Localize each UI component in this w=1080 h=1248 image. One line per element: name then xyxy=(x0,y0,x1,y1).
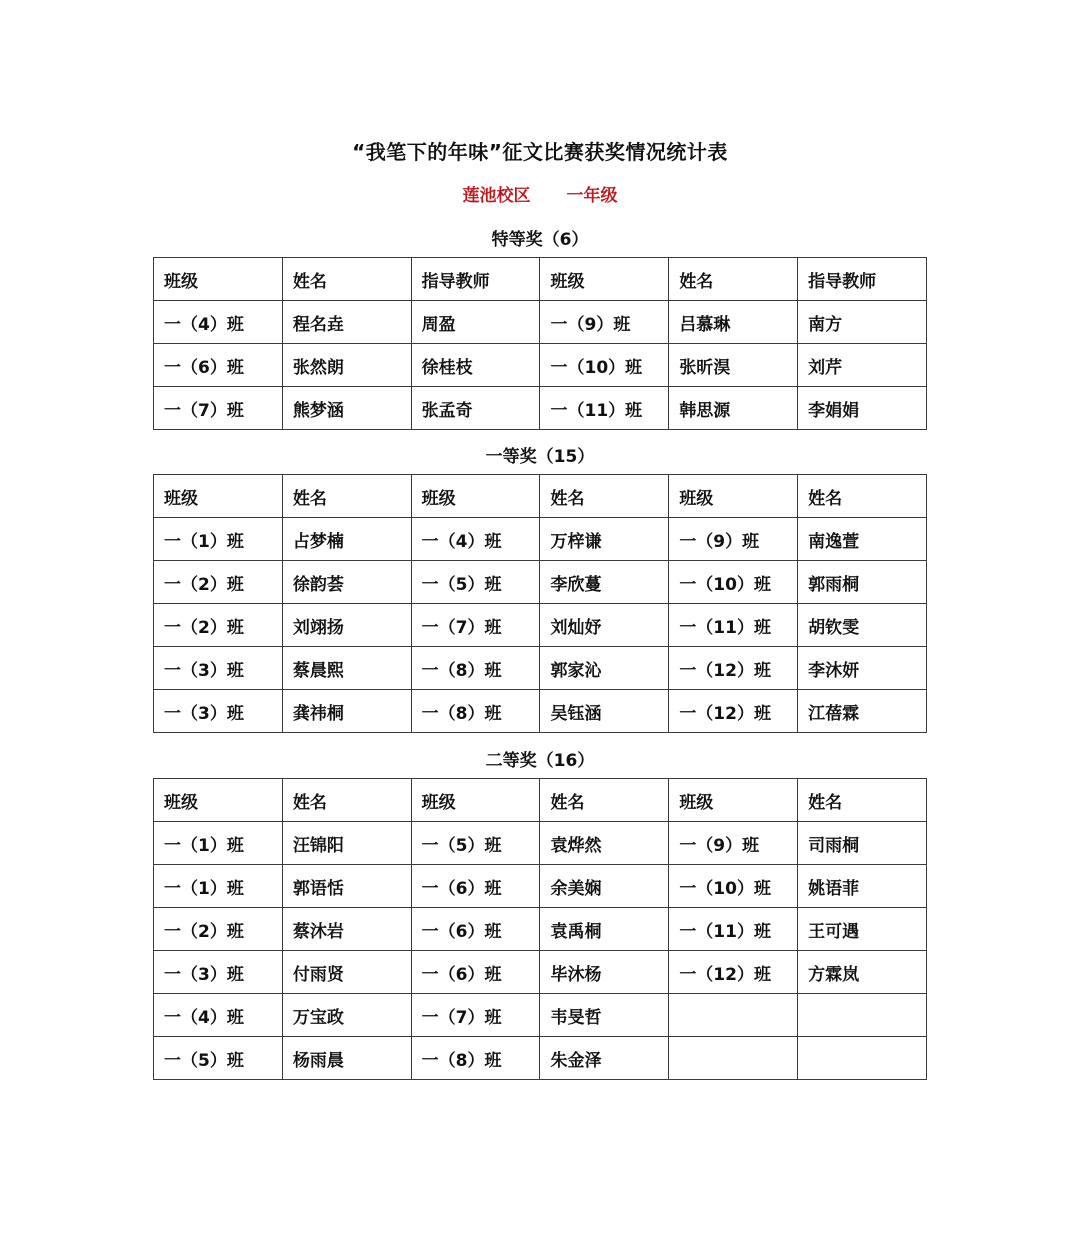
class-cell: 一（4）班 xyxy=(154,994,283,1037)
class-cell: 一（1）班 xyxy=(154,865,283,908)
class-cell: 一（12）班 xyxy=(669,951,798,994)
class-cell: 一（10）班 xyxy=(669,865,798,908)
table-cell: 王可遇 xyxy=(798,908,927,951)
table-cell: 郭语恬 xyxy=(282,865,411,908)
class-cell: 一（9）班 xyxy=(669,822,798,865)
document-title: “我笔下的年味”征文比赛获奖情况统计表 xyxy=(352,140,728,164)
class-cell: 一（2）班 xyxy=(154,604,283,647)
table-cell: 李娟娟 xyxy=(798,387,927,430)
class-cell: 一（1）班 xyxy=(154,518,283,561)
column-header: 班级 xyxy=(154,475,283,518)
table-cell: 蔡沐岩 xyxy=(282,908,411,951)
campus-grade-line xyxy=(0,181,1080,206)
table-cell: 张然朗 xyxy=(282,344,411,387)
column-header: 指导教师 xyxy=(798,258,927,301)
table-cell: 李欣蔓 xyxy=(540,561,669,604)
column-header: 姓名 xyxy=(540,779,669,822)
table-row xyxy=(154,518,927,561)
table-row xyxy=(154,951,927,994)
class-cell: 一（7）班 xyxy=(411,994,540,1037)
column-header: 姓名 xyxy=(282,779,411,822)
table-cell: 杨雨晨 xyxy=(282,1037,411,1080)
class-cell: 一（5）班 xyxy=(411,561,540,604)
table-cell: 汪锦阳 xyxy=(282,822,411,865)
class-cell: 一（2）班 xyxy=(154,908,283,951)
table-cell: 周盈 xyxy=(411,301,540,344)
column-header: 姓名 xyxy=(798,475,927,518)
table-row xyxy=(154,865,927,908)
column-header: 班级 xyxy=(540,258,669,301)
class-cell: 一（9）班 xyxy=(669,518,798,561)
table-row xyxy=(154,690,927,733)
table-cell xyxy=(798,1037,927,1080)
table-cell: 朱金泽 xyxy=(540,1037,669,1080)
column-header: 班级 xyxy=(411,475,540,518)
table-cell: 张昕淏 xyxy=(669,344,798,387)
class-cell xyxy=(669,1037,798,1080)
table-row xyxy=(154,387,927,430)
class-cell: 一（5）班 xyxy=(411,822,540,865)
grade-label: 一年级 xyxy=(566,186,618,206)
column-header: 姓名 xyxy=(282,475,411,518)
first-prize-heading: 一等奖（15） xyxy=(485,447,595,467)
table-row xyxy=(154,604,927,647)
table-cell: 胡钦雯 xyxy=(798,604,927,647)
table-cell: 徐韵荟 xyxy=(282,561,411,604)
table-cell: 张孟奇 xyxy=(411,387,540,430)
table-cell: 毕沐杨 xyxy=(540,951,669,994)
table-cell: 万梓谦 xyxy=(540,518,669,561)
table-cell: 程名垚 xyxy=(282,301,411,344)
table-row xyxy=(154,647,927,690)
column-header: 姓名 xyxy=(282,258,411,301)
table-cell: 韦旻哲 xyxy=(540,994,669,1037)
table-cell: 刘芹 xyxy=(798,344,927,387)
class-cell: 一（5）班 xyxy=(154,1037,283,1080)
table-row xyxy=(154,994,927,1037)
table-cell: 吴钰涵 xyxy=(540,690,669,733)
class-cell: 一（3）班 xyxy=(154,690,283,733)
class-cell: 一（8）班 xyxy=(411,647,540,690)
class-cell xyxy=(669,994,798,1037)
column-header: 姓名 xyxy=(540,475,669,518)
table-cell: 姚语菲 xyxy=(798,865,927,908)
table-cell: 江蓓霖 xyxy=(798,690,927,733)
class-cell: 一（6）班 xyxy=(154,344,283,387)
table-row xyxy=(154,344,927,387)
class-cell: 一（11）班 xyxy=(669,908,798,951)
table-header-row xyxy=(154,475,927,518)
class-cell: 一（8）班 xyxy=(411,1037,540,1080)
table-cell: 刘翊扬 xyxy=(282,604,411,647)
class-cell: 一（12）班 xyxy=(669,690,798,733)
class-cell: 一（4）班 xyxy=(154,301,283,344)
table-cell: 方霖岚 xyxy=(798,951,927,994)
table-cell: 郭家沁 xyxy=(540,647,669,690)
class-cell: 一（3）班 xyxy=(154,951,283,994)
class-cell: 一（12）班 xyxy=(669,647,798,690)
table-row xyxy=(154,822,927,865)
special-prize-table xyxy=(153,257,927,430)
column-header: 班级 xyxy=(154,258,283,301)
special-prize-heading: 特等奖（6） xyxy=(491,230,589,250)
table-cell xyxy=(798,994,927,1037)
table-cell: 万宝政 xyxy=(282,994,411,1037)
table-row xyxy=(154,1037,927,1080)
column-header: 班级 xyxy=(154,779,283,822)
table-cell: 袁烨然 xyxy=(540,822,669,865)
table-row xyxy=(154,301,927,344)
class-cell: 一（4）班 xyxy=(411,518,540,561)
class-cell: 一（7）班 xyxy=(411,604,540,647)
table-cell: 司雨桐 xyxy=(798,822,927,865)
class-cell: 一（6）班 xyxy=(411,908,540,951)
campus-label: 莲池校区 xyxy=(462,186,531,206)
table-cell: 南方 xyxy=(798,301,927,344)
table-cell: 熊梦涵 xyxy=(282,387,411,430)
table-cell: 一（11）班 xyxy=(540,387,669,430)
column-header: 姓名 xyxy=(798,779,927,822)
class-cell: 一（3）班 xyxy=(154,647,283,690)
table-cell: 一（10）班 xyxy=(540,344,669,387)
table-cell: 付雨贤 xyxy=(282,951,411,994)
column-header: 班级 xyxy=(669,475,798,518)
second-prize-heading: 二等奖（16） xyxy=(485,751,595,771)
table-cell: 吕慕琳 xyxy=(669,301,798,344)
table-cell: 蔡晨熙 xyxy=(282,647,411,690)
table-header-row xyxy=(154,779,927,822)
column-header: 指导教师 xyxy=(411,258,540,301)
table-row xyxy=(154,908,927,951)
class-cell: 一（8）班 xyxy=(411,690,540,733)
table-cell: 李沐妍 xyxy=(798,647,927,690)
class-cell: 一（6）班 xyxy=(411,865,540,908)
table-cell: 占梦楠 xyxy=(282,518,411,561)
table-row xyxy=(154,561,927,604)
table-cell: 刘灿妤 xyxy=(540,604,669,647)
first-prize-table xyxy=(153,474,927,733)
column-header: 姓名 xyxy=(669,258,798,301)
table-cell: 龚祎桐 xyxy=(282,690,411,733)
table-cell: 郭雨桐 xyxy=(798,561,927,604)
table-cell: 韩思源 xyxy=(669,387,798,430)
class-cell: 一（11）班 xyxy=(669,604,798,647)
class-cell: 一（7）班 xyxy=(154,387,283,430)
class-cell: 一（10）班 xyxy=(669,561,798,604)
table-cell: 南逸萱 xyxy=(798,518,927,561)
class-cell: 一（2）班 xyxy=(154,561,283,604)
column-header: 班级 xyxy=(411,779,540,822)
table-cell: 袁禹桐 xyxy=(540,908,669,951)
class-cell: 一（6）班 xyxy=(411,951,540,994)
table-cell: 一（9）班 xyxy=(540,301,669,344)
table-header-row xyxy=(154,258,927,301)
second-prize-table xyxy=(153,778,927,1080)
table-cell: 余美娴 xyxy=(540,865,669,908)
class-cell: 一（1）班 xyxy=(154,822,283,865)
column-header: 班级 xyxy=(669,779,798,822)
table-cell: 徐桂枝 xyxy=(411,344,540,387)
